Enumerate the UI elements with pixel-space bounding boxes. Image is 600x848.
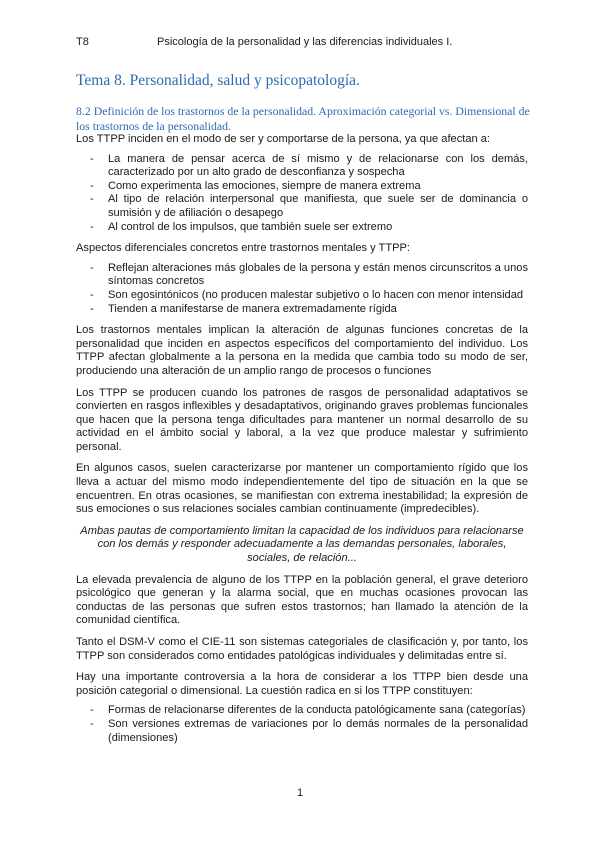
list-item: - Son versiones extremas de variaciones por lo demás normales de la personalidad (dimensiones) xyxy=(76,718,528,745)
paragraph: Los trastornos mentales implican la alteración de algunas funciones concretas de la personalidad que inciden en aspectos específicos del comportamiento del individuo. Los TTPP afectan globalmente a la persona en la medida que cambia todo su modo de ser, produciendo una alteración de un amplio rango de procesos o funciones xyxy=(76,324,528,377)
paragraph: Los TTPP se producen cuando los patrones de rasgos de personalidad adaptativos se convierten en rasgos inflexibles y desadaptativos, originando graves problemas funcionales que hacen que la persona tenga dificultades para mantener un normal desarrollo de su actividad en el ámbito social y laboral, a la vez que produce malestar y sufrimiento personal. xyxy=(76,386,528,453)
list-item: - La manera de pensar acerca de sí mismo y de relacionarse con los demás, caracterizado por un alto grado de desconfianza y sospecha xyxy=(76,153,528,180)
section-title: Tema 8. Personalidad, salud y psicopatología. xyxy=(76,72,360,89)
list-item: - Formas de relacionarse diferentes de la conducta patológicamente sana (categorías) xyxy=(76,704,528,718)
paragraph: Tanto el DSM-V como el CIE-11 son sistemas categoriales de clasificación y, por tanto, los TTPP son considerados como entidades patológicas individuales y delimitadas entre sí. xyxy=(76,636,528,662)
list-item: - Al tipo de relación interpersonal que manifiesta, que suele ser de dominancia o sumisión y de afiliación o desapego xyxy=(76,193,528,220)
header-chapter: T8 xyxy=(76,36,89,48)
italic-quote: Ambas pautas de comportamiento limitan la capacidad de los individuos para relacionarse con los demás y responder adecuadamente a las demandas personales, laborales, sociales, de relación... xyxy=(80,524,524,565)
list-item: - Reflejan alteraciones más globales de la persona y están menos circunscritos a unos síntomas concretos xyxy=(76,262,528,289)
list-item: - Son egosintónicos (no producen malestar subjetivo o lo hacen con menor intensidad xyxy=(76,289,528,303)
paragraph: La elevada prevalencia de alguno de los TTPP en la población general, el grave deterioro psicológico que generan y la alarma social, que en muchas ocasiones provocan las conductas de las personas que sufren estos trastornos; han llamado la atención de la comunidad científica. xyxy=(76,573,528,627)
affects-list xyxy=(76,153,528,235)
list-item: - Al control de los impulsos, que también suele ser extremo xyxy=(76,221,528,235)
aspects-paragraph: Aspectos diferenciales concretos entre trastornos mentales y TTPP: xyxy=(76,242,410,255)
subsection-title: 8.2 Definición de los trastornos de la personalidad. Aproximación categorial vs. Dimensional de los trastornos de la personalidad. xyxy=(76,104,530,133)
paragraph: Hay una importante controversia a la hora de considerar a los TTPP bien desde una posición categorial o dimensional. La cuestión radica en si los TTPP constituyen: xyxy=(76,671,528,697)
header-course-title: Psicología de la personalidad y las diferencias individuales I. xyxy=(157,36,453,48)
paragraph: En algunos casos, suelen caracterizarse por mantener un comportamiento rígido que los lleva a actuar del mismo modo independientemente del tipo de situación en la que se encuentren. En otras ocasiones, se manifiestan con extrema inestabilidad; la expresión de sus emociones o sus relaciones sociales cambian continuamente (impredecibles). xyxy=(76,462,528,516)
list-item: - Como experimenta las emociones, siempre de manera extrema xyxy=(76,180,528,194)
page-number: 1 xyxy=(296,787,304,799)
intro-paragraph: Los TTPP inciden en el modo de ser y comportarse de la persona, ya que afectan a: xyxy=(76,133,491,145)
list-item: - Tienden a manifestarse de manera extremadamente rígida xyxy=(76,303,528,317)
document-body xyxy=(76,133,528,753)
controversy-list xyxy=(76,704,528,745)
aspects-list xyxy=(76,262,528,316)
